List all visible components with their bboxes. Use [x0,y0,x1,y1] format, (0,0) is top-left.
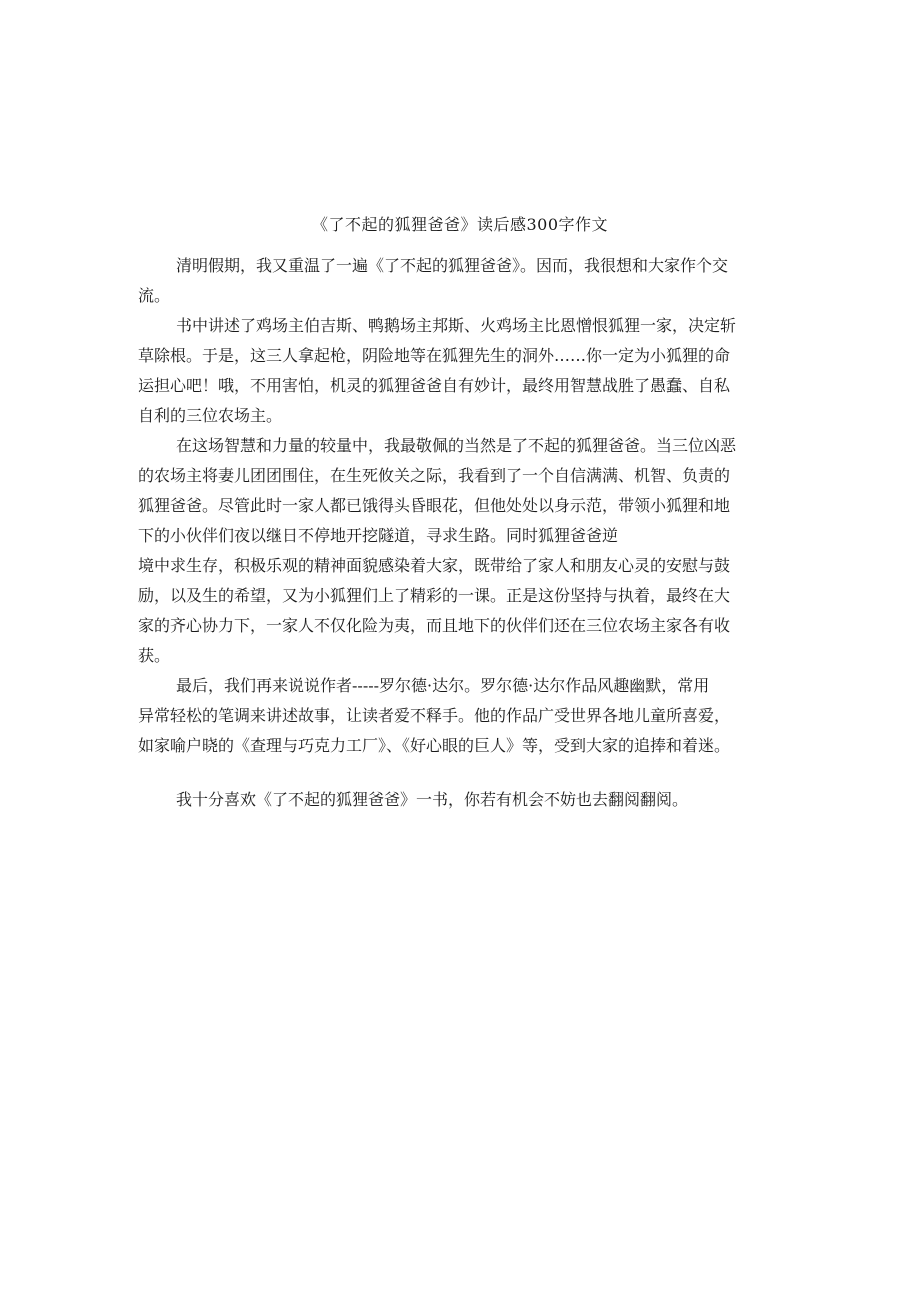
text-line: 家的齐心协力下，一家人不仅化险为夷，而且地下的伙伴们还在三位农场主家各有收 [138,616,731,635]
text-line: 境中求生存，积极乐观的精神面貌感染着大家，既带给了家人和朋友心灵的安慰与鼓 [138,556,731,575]
text-line: 我十分喜欢《了不起的狐狸爸爸》一书，你若有机会不妨也去翻阅翻阅。 [176,790,689,809]
document-title: 《了不起的狐狸爸爸》读后感300字作文 [311,215,609,234]
text-line: 励，以及生的希望，又为小狐狸们上了精彩的一课。正是这份坚持与执着，最终在大 [138,586,731,605]
paragraph-gap [138,761,798,785]
text-line: 狐狸爸爸。尽管此时一家人都已饿得头昏眼花，但他处处以身示范，带领小狐狸和地 [138,496,731,515]
text-line: 如家喻户晓的《查理与巧克力工厂》、《好心眼的巨人》等，受到大家的追捧和着迷。 [138,736,731,755]
text-line: 流。 [138,286,171,305]
text-line: 的农场主将妻儿团团围住，在生死攸关之际，我看到了一个自信满满、机智、负责的 [138,466,731,485]
text-line: 自利的三位农场主。 [138,406,283,425]
text-line: 异常轻松的笔调来讲述故事，让读者爱不释手。他的作品广受世界各地儿童所喜爱， [138,706,731,725]
text-line: 下的小伙伴们夜以继日不停地开挖隧道，寻求生路。同时狐狸爸爸逆 [138,526,619,545]
document-body [138,251,798,815]
text-line: 清明假期，我又重温了一遍《了不起的狐狸爸爸》。因而，我很想和大家作个交 [176,256,729,275]
text-line: 获。 [138,646,171,665]
text-line: 最后，我们再来说说作者-----罗尔德·达尔。罗尔德·达尔作品风趣幽默，常用 [176,676,710,695]
text-line: 书中讲述了鸡场主伯吉斯、鸭鹅场主邦斯、火鸡场主比恩憎恨狐狸一家，决定斩 [176,316,737,335]
text-line: 运担心吧！哦，不用害怕，机灵的狐狸爸爸自有妙计，最终用智慧战胜了愚蠢、自私 [138,376,731,395]
text-line: 草除根。于是，这三人拿起枪，阴险地等在狐狸先生的洞外……你一定为小狐狸的命 [138,346,731,365]
text-line: 在这场智慧和力量的较量中，我最敬佩的当然是了不起的狐狸爸爸。当三位凶恶 [176,436,737,455]
